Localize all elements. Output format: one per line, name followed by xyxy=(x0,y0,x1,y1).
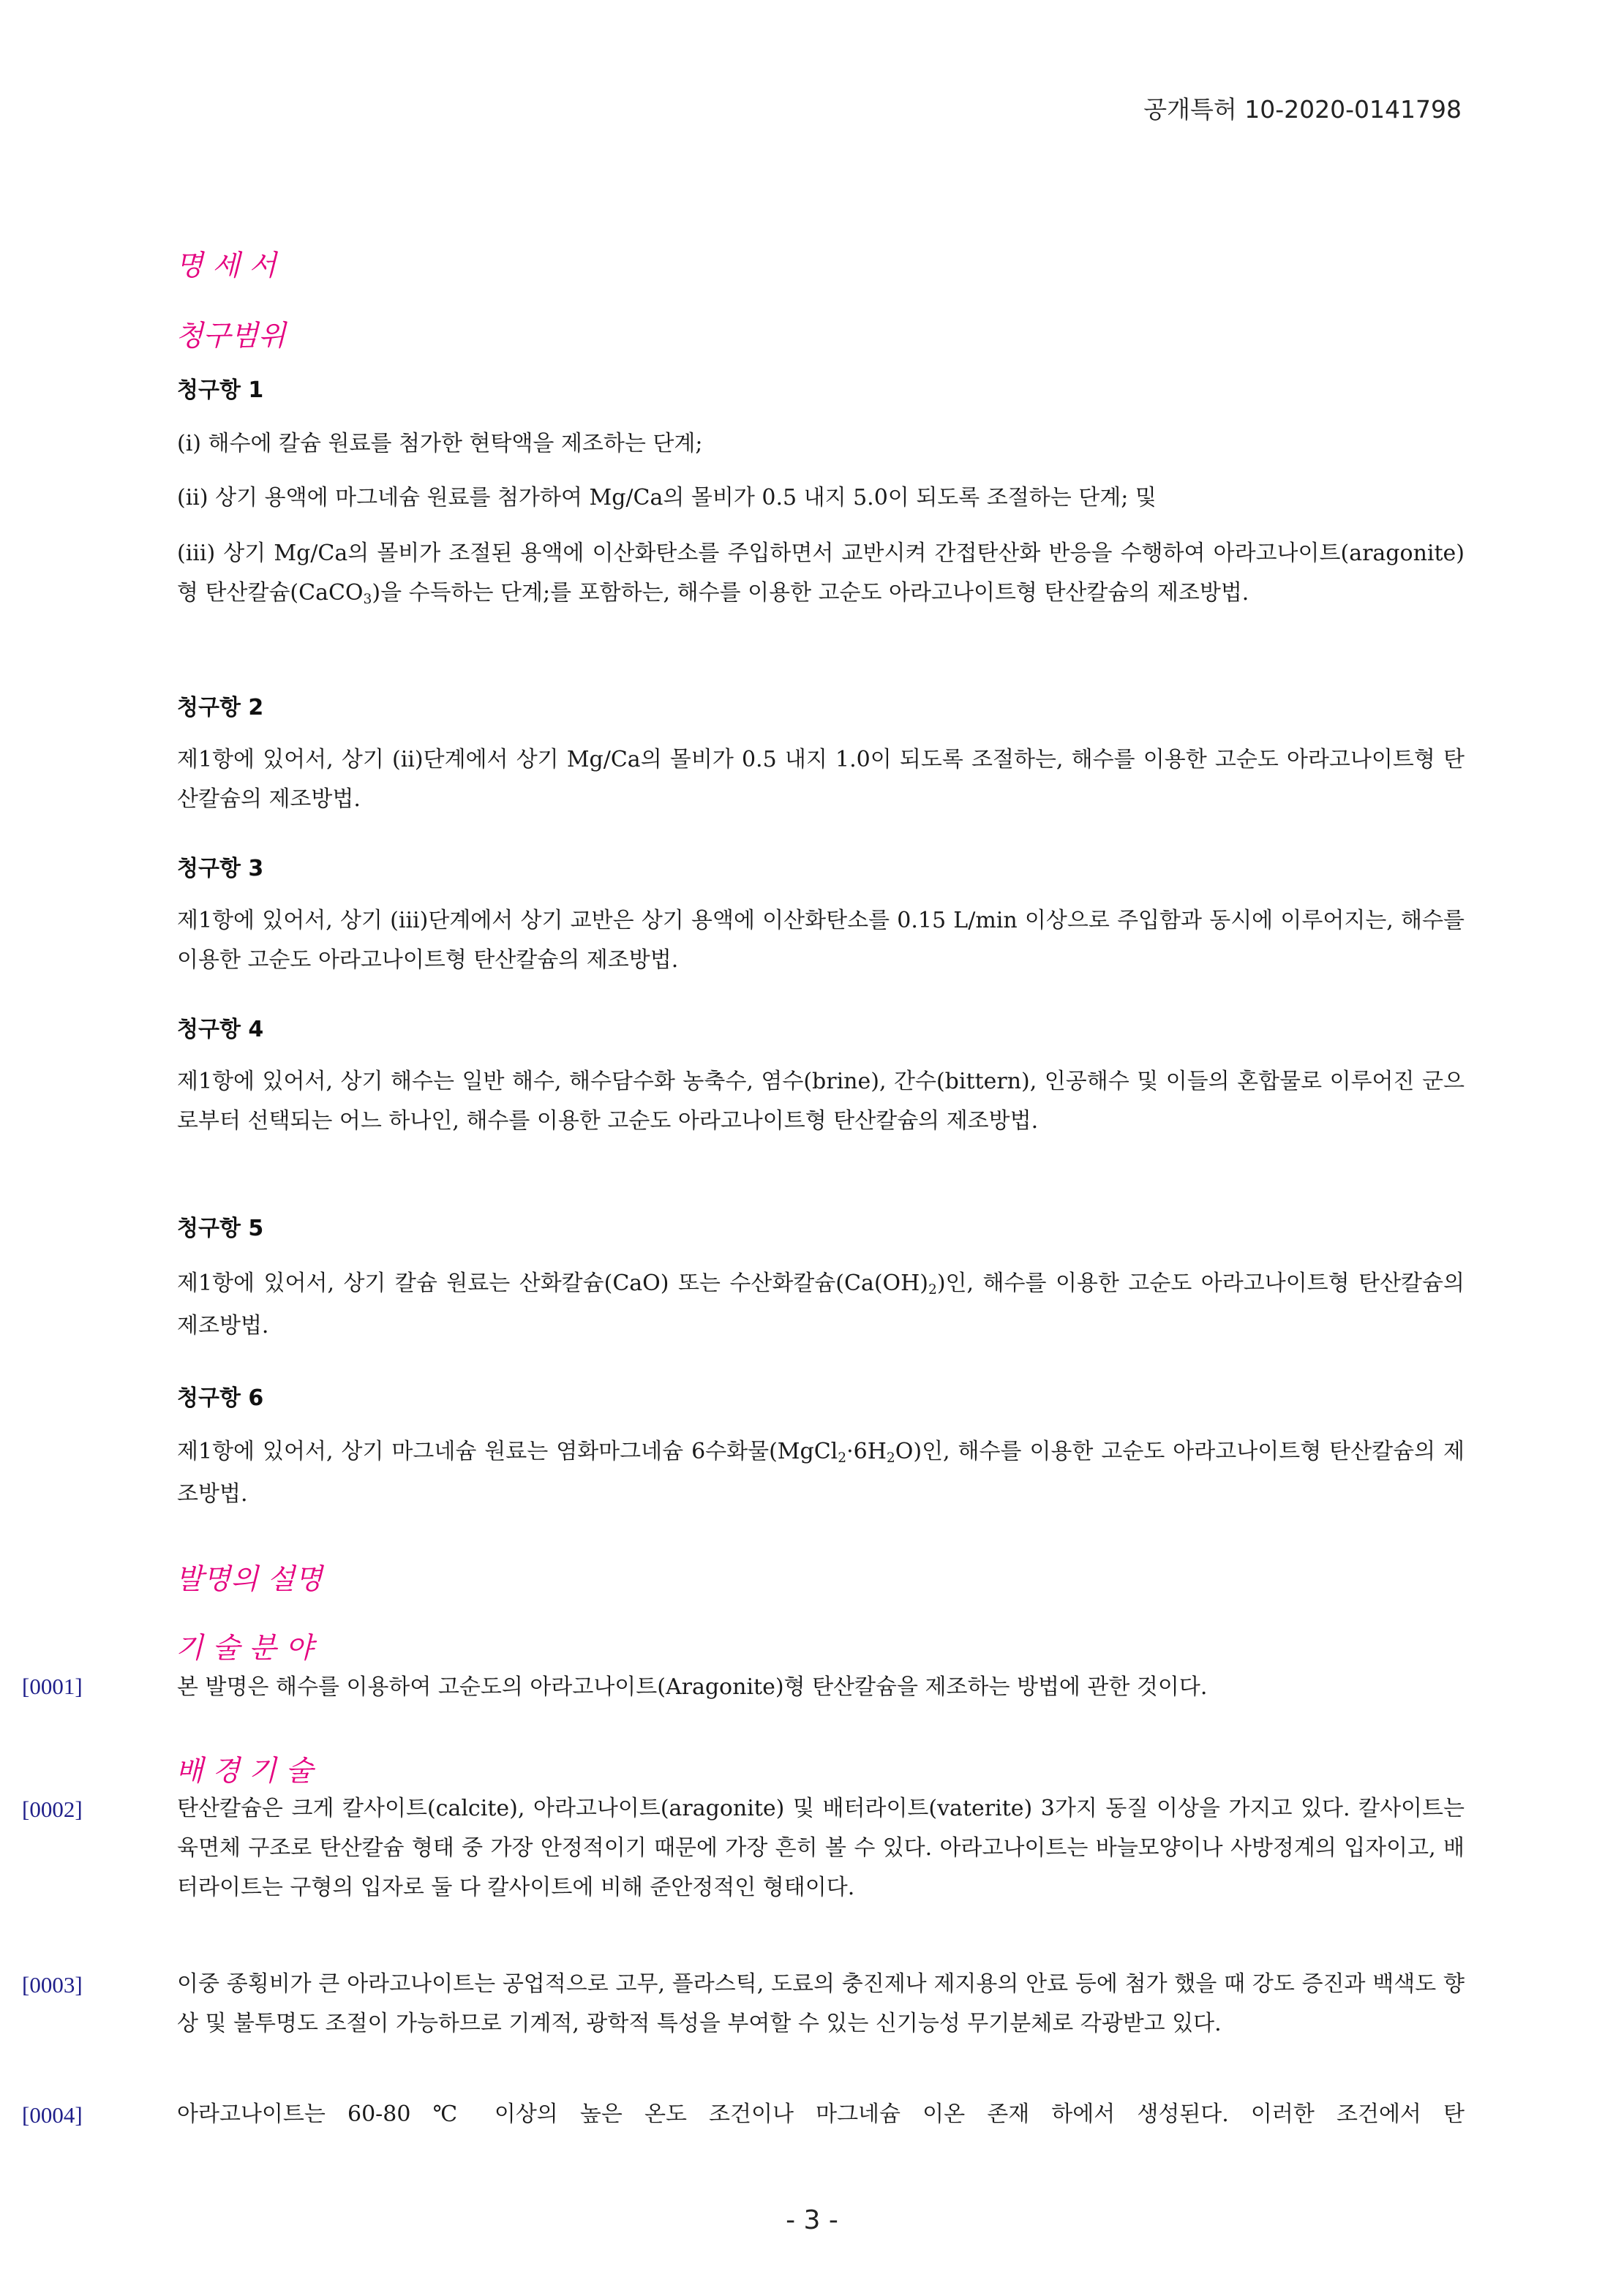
claim-6-title: 청구항 6 xyxy=(177,1385,264,1411)
claim-5-title: 청구항 5 xyxy=(177,1216,264,1241)
claim-5-text: 제1항에 있어서, 상기 칼슘 원료는 산화칼슘(CaO) 또는 수산화칼슘$(Ca(OH)_2)$인, 해수를 이용한 고순도 아라고나이트형 탄산칼슘의 제조방법. xyxy=(177,1271,1465,1339)
claim-1-step-ii: (ii) 상기 용액에 마그네슘 원료를 첨가하여 Mg/Ca의 몰비가 0.5 내지 5.0이 되도록 조절하는 단계; 및 xyxy=(177,485,1157,511)
claim-1-step-i: (i) 해수에 칼슘 원료를 첨가한 현탁액을 제조하는 단계; xyxy=(177,431,703,456)
claim-2-title: 청구항 2 xyxy=(177,695,264,720)
paragraph-number: [0004] xyxy=(22,2102,83,2128)
paragraph-number: [0002] xyxy=(22,1796,83,1822)
claim-6-text: 제1항에 있어서, 상기 마그네슘 원료는 염화마그네슘 6수화물$(MgCl_2\cdot 6H_2O)$인, 해수를 이용한 고순도 아라고나이트형 탄산칼슘의 제조방법. xyxy=(177,1439,1465,1507)
background-heading: 배 경 기 술 xyxy=(176,1755,313,1788)
claim-4-title: 청구항 4 xyxy=(177,1017,264,1042)
document-title: 명 세 서 xyxy=(176,249,277,282)
description-heading: 발명의 설명 xyxy=(176,1563,323,1596)
claim-1-step-iii: (iii) 상기 Mg/Ca의 몰비가 조절된 용액에 이산화탄소를 주입하면서 교반시켜 간접탄산화 반응을 수행하여 아라고나이트(aragonite)형 탄산칼슘(CaCO$_3$)을 수득하는 단계;를 포함하는, 해수를 이용한 고순도 아라고나이트형 탄산칼슘의 제조방법. xyxy=(177,541,1465,607)
page-number: - 3 - xyxy=(786,2205,838,2235)
claim-3-title: 청구항 3 xyxy=(177,856,264,881)
paragraph-number: [0001] xyxy=(22,1674,83,1699)
technical-field-heading: 기 술 분 야 xyxy=(176,1632,313,1665)
paragraph-0002: 탄산칼슘은 크게 칼사이트(calcite), 아라고나이트(aragonite) 및 배터라이트(vaterite) 3가지 동질 이상을 가지고 있다. 칼사이트는 육면체 구조로 탄산칼슘 형태 중 가장 안정적이기 때문에 가장 흔히 볼 수 있다. 아라고나이트는 바늘모양이나 사방정계의 입자이고, 배터라이트는 구형의 입자로 둘 다 칼사이트에 비해 준안정적인 형태이다. xyxy=(177,1796,1465,1900)
publication-number: 공개특허 10-2020-0141798 xyxy=(1143,95,1462,124)
claim-2-text: 제1항에 있어서, 상기 (ii)단계에서 상기 Mg/Ca의 몰비가 0.5 내지 1.0이 되도록 조절하는, 해수를 이용한 고순도 아라고나이트형 탄산칼슘의 제조방법. xyxy=(177,747,1465,812)
paragraph-0001: 본 발명은 해수를 이용하여 고순도의 아라고나이트(Aragonite)형 탄산칼슘을 제조하는 방법에 관한 것이다. xyxy=(177,1674,1208,1700)
claim-3-text: 제1항에 있어서, 상기 (iii)단계에서 상기 교반은 상기 용액에 이산화탄소를 0.15 L/min 이상으로 주입함과 동시에 이루어지는, 해수를 이용한 고순도 아라고나이트형 탄산칼슘의 제조방법. xyxy=(177,908,1465,973)
paragraph-number: [0003] xyxy=(22,1972,83,1998)
paragraph-0003: 이중 종횡비가 큰 아라고나이트는 공업적으로 고무, 플라스틱, 도료의 충진제나 제지용의 안료 등에 첨가 했을 때 강도 증진과 백색도 향상 및 불투명도 조절이 가능하므로 기계적, 광학적 특성을 부여할 수 있는 신기능성 무기분체로 각광받고 있다. xyxy=(177,1971,1465,2036)
claims-heading: 청구범위 xyxy=(176,320,286,353)
claim-1-title: 청구항 1 xyxy=(177,377,264,403)
claim-4-text: 제1항에 있어서, 상기 해수는 일반 해수, 해수담수화 농축수, 염수(brine), 간수(bittern), 인공해수 및 이들의 혼합물로 이루어진 군으로부터 선택되는 어느 하나인, 해수를 이용한 고순도 아라고나이트형 탄산칼슘의 제조방법. xyxy=(177,1069,1465,1134)
paragraph-0004: 아라고나이트는 60-80 ℃ 이상의 높은 온도 조건이나 마그네슘 이온 존재 하에서 생성된다. 이러한 조건에서 탄 xyxy=(177,2101,1465,2127)
